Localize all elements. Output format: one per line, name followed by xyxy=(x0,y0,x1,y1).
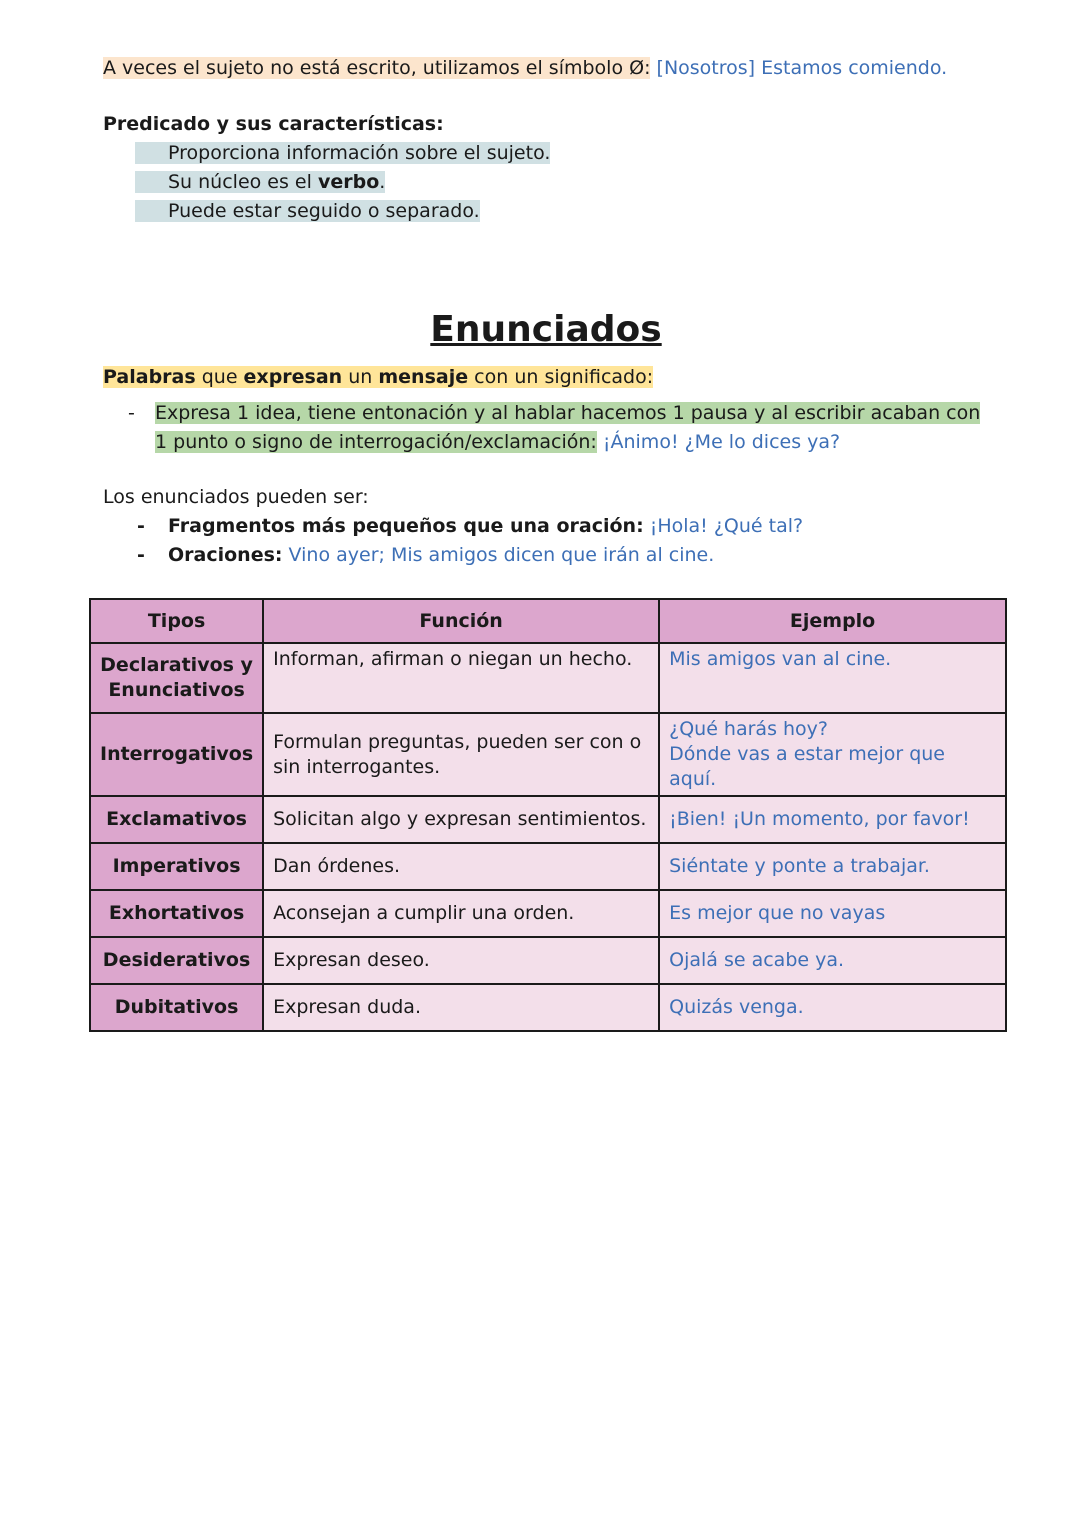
intro-highlight: A veces el sujeto no está escrito, utilizamos el símbolo Ø: xyxy=(103,57,651,79)
row-tipo: Exclamativos xyxy=(90,796,263,843)
definition-bullet-line2: 1 punto o signo de interrogación/exclamación: ¡Ánimo! ¿Me lo dices ya? xyxy=(155,431,841,453)
row-tipo: Dubitativos xyxy=(90,984,263,1031)
header-funcion: Función xyxy=(263,599,659,643)
predicado-item: Su núcleo es el verbo. xyxy=(135,168,385,197)
predicado-item: Proporciona información sobre el sujeto. xyxy=(135,139,550,168)
header-tipos: Tipos xyxy=(90,599,263,643)
row-tipo: Interrogativos xyxy=(90,713,263,796)
row-funcion: Expresan deseo. xyxy=(263,937,659,984)
row-funcion: Informan, afirman o niegan un hecho. xyxy=(263,643,659,713)
row-ejemplo: Es mejor que no vayas xyxy=(659,890,1006,937)
row-ejemplo: Mis amigos van al cine. xyxy=(659,643,1006,713)
row-tipo: Exhortativos xyxy=(90,890,263,937)
enunciados-table xyxy=(89,598,1007,1032)
row-funcion: Aconsejan a cumplir una orden. xyxy=(263,890,659,937)
row-ejemplo: Siéntate y ponte a trabajar. xyxy=(659,843,1006,890)
bullet-dash: - xyxy=(137,515,145,537)
table-header-row xyxy=(90,599,1006,643)
kind-item: Fragmentos más pequeños que una oración: ¡Hola! ¿Qué tal? xyxy=(168,515,804,537)
table-row xyxy=(90,713,1006,796)
definition-line: Palabras que expresan un mensaje con un significado: xyxy=(103,366,654,388)
header-ejemplo: Ejemplo xyxy=(659,599,1006,643)
kind-item: Oraciones: Vino ayer; Mis amigos dicen que irán al cine. xyxy=(168,544,715,566)
predicado-item: Puede estar seguido o separado. xyxy=(135,197,480,226)
intro-line xyxy=(103,54,947,83)
row-tipo: Imperativos xyxy=(90,843,263,890)
definition-bullet-line1: Expresa 1 idea, tiene entonación y al hablar hacemos 1 pausa y al escribir acaban con xyxy=(155,402,981,424)
row-funcion: Solicitan algo y expresan sentimientos. xyxy=(263,796,659,843)
row-ejemplo: ¿Qué harás hoy? Dónde vas a estar mejor que aquí. xyxy=(659,713,1006,796)
row-tipo: Declarativos y Enunciativos xyxy=(90,643,263,713)
table-row xyxy=(90,796,1006,843)
row-ejemplo: Quizás venga. xyxy=(659,984,1006,1031)
row-funcion: Expresan duda. xyxy=(263,984,659,1031)
pueden-ser-text: Los enunciados pueden ser: xyxy=(103,486,369,508)
row-ejemplo: Ojalá se acabe ya. xyxy=(659,937,1006,984)
row-ejemplo: ¡Bien! ¡Un momento, por favor! xyxy=(659,796,1006,843)
table-row xyxy=(90,843,1006,890)
predicado-heading: Predicado y sus características: xyxy=(103,113,444,135)
page-title: Enunciados xyxy=(430,309,662,350)
table-row xyxy=(90,984,1006,1031)
table-row xyxy=(90,890,1006,937)
row-funcion: Dan órdenes. xyxy=(263,843,659,890)
table-row xyxy=(90,937,1006,984)
row-funcion: Formulan preguntas, pueden ser con o sin interrogantes. xyxy=(263,713,659,796)
bullet-dash: - xyxy=(137,544,145,566)
intro-example: [Nosotros] Estamos comiendo. xyxy=(656,57,948,79)
table-row xyxy=(90,643,1006,713)
row-tipo: Desiderativos xyxy=(90,937,263,984)
bullet-dash: - xyxy=(128,402,135,424)
